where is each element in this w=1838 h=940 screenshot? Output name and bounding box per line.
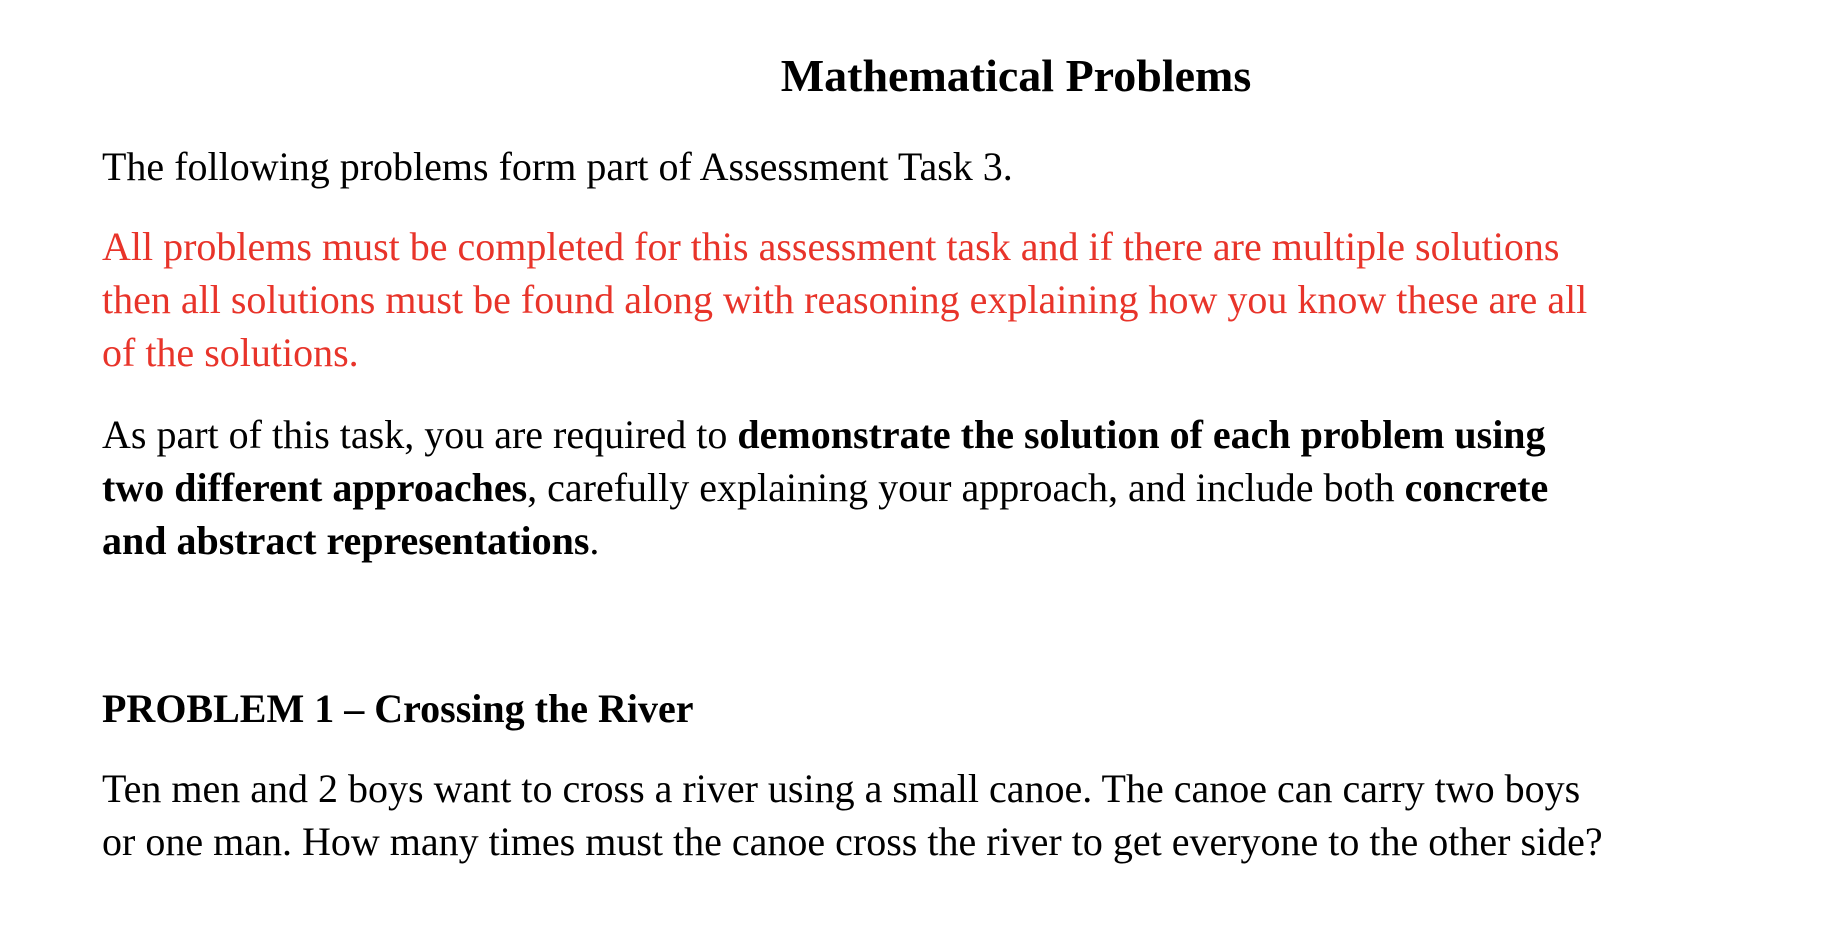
requirement-text: , carefully explaining your approach, and include both [527,465,1405,510]
requirement-emphasis: two different approaches [102,465,528,510]
requirement-paragraph [102,408,1742,567]
requirement-emphasis: concrete [1404,465,1549,510]
problem-1-text [102,762,1742,868]
warning-line-3: of the solutions. [102,330,359,375]
requirement-line-1 [102,408,1742,461]
requirement-text: As part of this task, you are required to [102,412,738,457]
requirement-line-3 [102,514,1742,567]
document-title: Mathematical Problems [780,50,1252,101]
requirement-emphasis: demonstrate the solution of each problem using [737,412,1546,457]
problem-1-line-1: Ten men and 2 boys want to cross a river using a small canoe. The canoe can carry two boys [102,766,1581,811]
requirement-emphasis: and abstract representations [102,518,590,563]
requirement-text: . [589,518,600,563]
intro-paragraph: The following problems form part of Assessment Task 3. [102,144,1013,189]
warning-paragraph [102,220,1742,379]
problem-1-heading: PROBLEM 1 – Crossing the River [102,686,694,731]
warning-line-2: then all solutions must be found along with reasoning explaining how you know these are all [102,277,1588,322]
requirement-line-2 [102,461,1742,514]
problem-1-line-2: or one man. How many times must the canoe cross the river to get everyone to the other side? [102,819,1603,864]
warning-line-1: All problems must be completed for this assessment task and if there are multiple solutions [102,224,1560,269]
